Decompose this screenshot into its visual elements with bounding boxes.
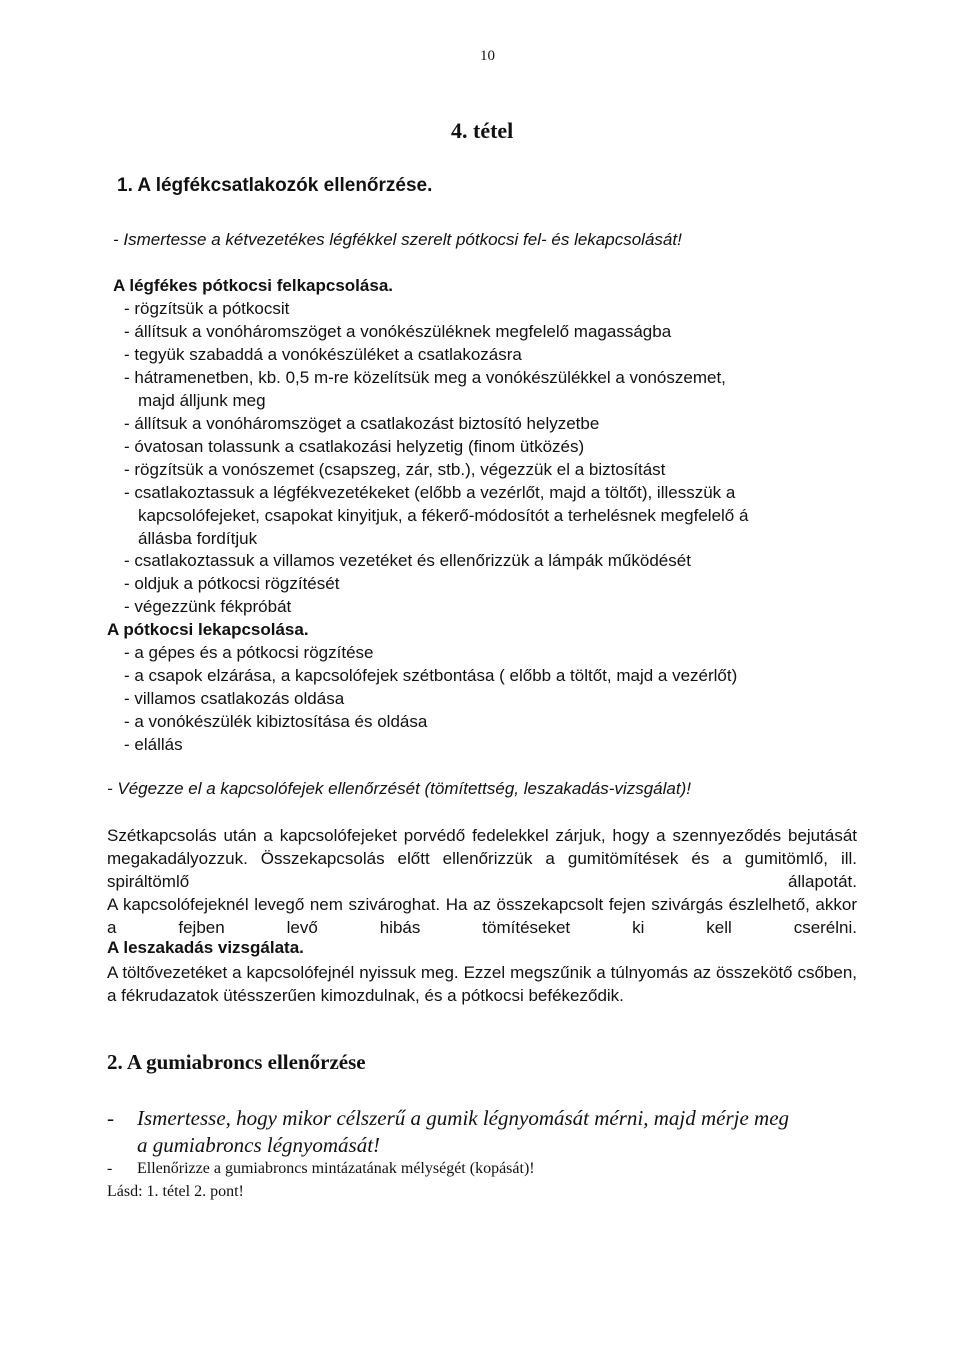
connect-step: - csatlakoztassuk a légfékvezetékeket (előbb a vezérlőt, majd a töltőt), illesszük a (124, 483, 736, 502)
task-4: Ellenőrizze a gumiabroncs mintázatának mélységét (kopását)! (137, 1160, 535, 1177)
connect-step: majd álljunk meg (138, 391, 266, 410)
paragraph-leak-test: A töltővezetéket a kapcsolófejnél nyissuk meg. Ezzel megszűnik a túlnyomás az összekötő csőben, a fékrudazatok ütésszerűen kimozdulnak, és a pótkocsi befékeződik. (107, 963, 857, 1005)
connect-step: - végezzünk fékpróbát (124, 597, 292, 616)
part2-heading: 2. A gumiabroncs ellenőrzése (107, 1050, 366, 1074)
connect-step: - oldjuk a pótkocsi rögzítését (124, 574, 340, 593)
connect-heading: A légfékes pótkocsi felkapcsolása. (113, 276, 393, 295)
disconnect-step: - villamos csatlakozás oldása (124, 689, 345, 708)
task-3-dash: - (107, 1106, 114, 1130)
connect-step: - tegyük szabaddá a vonókészüléket a csatlakozásra (124, 345, 522, 364)
part1-heading: 1. A légfékcsatlakozók ellenőrzése. (117, 175, 433, 196)
connect-step: kapcsolófejeket, csapokat kinyitjuk, a fékerő-módosítót a terhelésnek megfelelő á (138, 506, 749, 525)
connect-step: - állítsuk a vonóháromszöget a csatlakozást biztosító helyzetbe (124, 414, 600, 433)
connect-step: - állítsuk a vonóháromszöget a vonókészüléknek megfelelő magasságba (124, 322, 672, 341)
paragraph-leakage: A kapcsolófejeknél levegő nem szivároghat. Ha az összekapcsolt fejen szivárgás észlelhető, akkor a fejben levő hibás tömítéseket ki kell cserélni. (107, 895, 857, 937)
leak-test-heading: A leszakadás vizsgálata. (107, 938, 304, 957)
disconnect-step: - elállás (124, 735, 183, 754)
disconnect-step: - a gépes és a pótkocsi rögzítése (124, 643, 374, 662)
connect-step: - rögzítsük a pótkocsit (124, 299, 290, 318)
disconnect-heading: A pótkocsi lekapcsolása. (107, 620, 309, 639)
task-1: - Ismertesse a kétvezetékes légfékkel szerelt pótkocsi fel- és lekapcsolását! (113, 230, 682, 249)
connect-step: - rögzítsük a vonószemet (csapszeg, zár, stb.), végezzük el a biztosítást (124, 460, 666, 479)
disconnect-step: - a vonókészülék kibiztosítása és oldása (124, 712, 428, 731)
task-4-dash: - (107, 1160, 113, 1177)
task-2: - Végezze el a kapcsolófejek ellenőrzését (tömítettség, leszakadás-vizsgálat)! (107, 779, 691, 798)
page-number: 10 (480, 48, 495, 64)
connect-step: - csatlakoztassuk a villamos vezetéket és ellenőrizzük a lámpák működését (124, 551, 691, 570)
reference-note: Lásd: 1. tétel 2. pont! (107, 1183, 244, 1200)
connect-step: - óvatosan tolassunk a csatlakozási helyzetig (finom ütközés) (124, 437, 585, 456)
task-3-line-2: a gumiabroncs légnyomását! (137, 1133, 381, 1157)
section-title: 4. tétel (451, 118, 514, 143)
connect-step: állásba fordítjuk (138, 529, 258, 548)
disconnect-step: - a csapok elzárása, a kapcsolófejek szétbontása ( előbb a töltőt, majd a vezérlőt) (124, 666, 738, 685)
paragraph-coupling: Szétkapcsolás után a kapcsolófejeket porvédő fedelekkel zárjuk, hogy a szennyeződés bejutását megakadályozzuk. Összekapcsolás előtt ellenőrizzük a gumitömítések és a gumitömlő, ill. spiráltömlő állapotát. (107, 826, 857, 891)
task-3-line-1: Ismertesse, hogy mikor célszerű a gumik légnyomását mérni, majd mérje meg (137, 1106, 790, 1130)
connect-step: - hátramenetben, kb. 0,5 m-re közelítsük meg a vonókészülékkel a vonószemet, (124, 368, 726, 387)
